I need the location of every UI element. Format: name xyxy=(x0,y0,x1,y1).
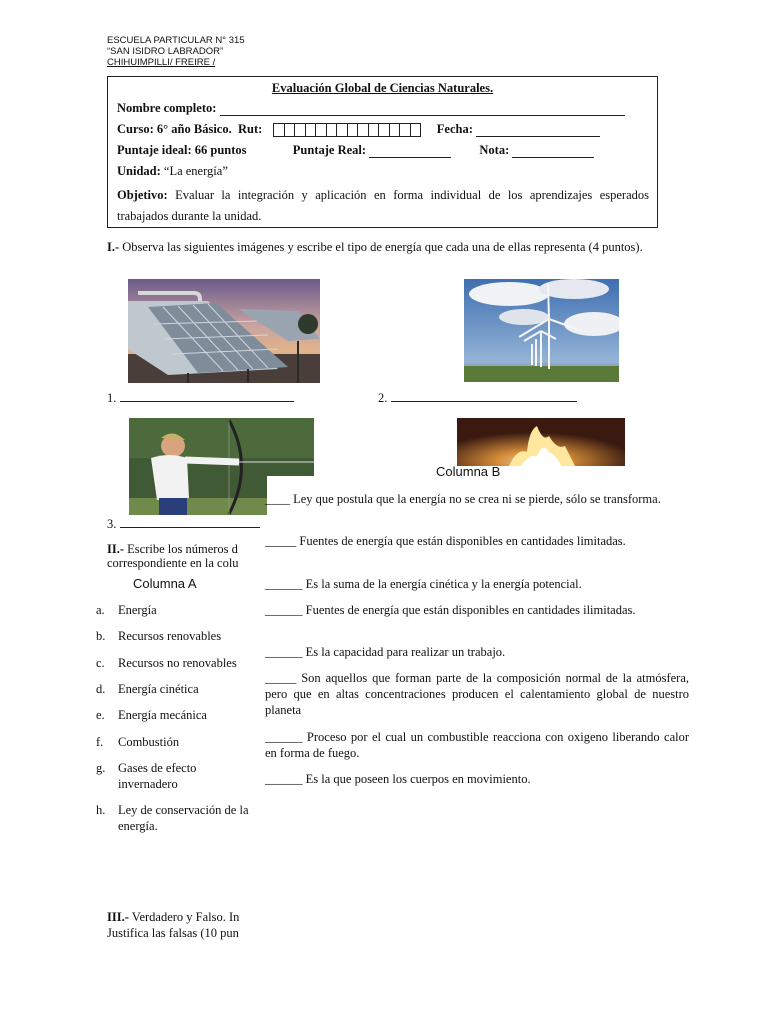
item-text: Gases de efecto invernadero xyxy=(118,761,197,791)
item-letter: e. xyxy=(96,708,105,722)
item-text: Son aquellos que forman parte de la composición normal de la atmósfera, pero que en altas concentraciones producen el calentamiento global de nuestro planeta xyxy=(265,671,689,717)
fecha-label: Fecha: xyxy=(436,122,473,136)
answer-2 xyxy=(378,390,577,405)
item-letter: g. xyxy=(96,761,106,775)
section-2-text-line1: Escribe los números d xyxy=(127,542,238,556)
section-3-numeral: III.- xyxy=(107,910,129,924)
item-text: Fuentes de energía que están disponibles en cantidades ilimitadas. xyxy=(305,603,636,617)
nombre-field[interactable] xyxy=(220,104,625,116)
puntaje-ideal-label: Puntaje ideal: 66 puntos xyxy=(117,143,247,157)
school-title: “SAN ISIDRO LABRADOR” xyxy=(107,46,224,57)
answer-2-field[interactable] xyxy=(391,390,577,402)
column-b-item xyxy=(265,491,689,507)
evaluation-title: Evaluación Global de Ciencias Naturales. xyxy=(271,81,494,95)
column-b-item xyxy=(265,644,689,660)
item-text: Recursos renovables xyxy=(118,629,222,643)
unidad-row xyxy=(117,164,228,179)
item-text: Ley de conservación de la energía. xyxy=(118,803,249,833)
puntaje-row xyxy=(117,143,594,158)
column-b-item xyxy=(265,602,689,618)
item-text: Combustión xyxy=(118,735,180,749)
item-text: Energía cinética xyxy=(118,682,199,696)
section-2-numeral: II.- xyxy=(107,542,125,556)
campfire-image xyxy=(457,418,625,466)
puntaje-real-field[interactable] xyxy=(369,146,451,158)
school-header xyxy=(107,35,245,68)
match-blank[interactable]: ______ xyxy=(265,645,303,659)
column-b-item xyxy=(265,771,689,787)
nota-field[interactable] xyxy=(512,146,594,158)
objetivo-row xyxy=(117,185,649,227)
match-blank[interactable]: ______ xyxy=(265,577,303,591)
match-blank[interactable]: _____ xyxy=(265,671,297,685)
section-3-text-line2: Justifica las falsas (10 pun xyxy=(107,926,239,940)
curso-label: Curso: 6° año Básico. xyxy=(117,122,232,136)
school-location: CHIHUIMPILLI/ FREIRE / xyxy=(107,57,216,68)
puntaje-real-label: Puntaje Real: xyxy=(292,143,367,157)
nota-label: Nota: xyxy=(479,143,510,157)
item-text: Energía mecánica xyxy=(118,708,207,722)
column-a-title: Columna A xyxy=(133,576,197,591)
section-3-text-line1: Verdadero y Falso. In xyxy=(131,910,240,924)
answer-3-number: 3. xyxy=(107,517,117,531)
answer-2-number: 2. xyxy=(378,391,388,405)
item-letter: b. xyxy=(96,629,106,643)
item-letter: c. xyxy=(96,656,105,670)
section-1-text: Observa las siguientes imágenes y escribe el tipo de energía que cada una de ellas representa (4 puntos). xyxy=(122,240,643,254)
match-blank[interactable]: ______ xyxy=(265,603,303,617)
item-text: Proceso por el cual un combustible reacciona con oxigeno liberando calor en forma de fuego. xyxy=(265,730,690,760)
fecha-field[interactable] xyxy=(476,125,600,137)
answer-1 xyxy=(107,390,294,405)
section-3-instruction xyxy=(107,909,269,941)
item-letter: d. xyxy=(96,682,106,696)
column-b-item xyxy=(265,576,689,592)
unidad-label: Unidad: xyxy=(117,164,161,178)
student-info-box xyxy=(107,76,658,228)
match-blank[interactable]: _____ xyxy=(265,534,297,548)
column-b-item xyxy=(265,533,689,549)
section-2-instruction xyxy=(107,542,267,570)
item-text: Fuentes de energía que están disponibles en cantidades limitadas. xyxy=(299,534,626,548)
answer-1-field[interactable] xyxy=(120,390,294,402)
rut-field[interactable] xyxy=(273,123,421,137)
section-1-instruction xyxy=(107,240,647,254)
item-text: Ley que postula que la energía no se crea ni se pierde, sólo se transforma. xyxy=(293,492,661,506)
solar-panels-image xyxy=(128,279,320,383)
answer-1-number: 1. xyxy=(107,391,117,405)
answer-3-field[interactable] xyxy=(120,516,260,528)
item-text: Es la capacidad para realizar un trabajo. xyxy=(305,645,506,659)
match-blank[interactable]: ______ xyxy=(265,772,303,786)
unidad-value: “La energía” xyxy=(163,164,228,178)
objetivo-value: Evaluar la integración y aplicación en forma individual de los aprendizajes esperados trabajados durante la unidad. xyxy=(117,188,650,223)
item-letter: a. xyxy=(96,603,105,617)
section-2-text-line2: correspondiente en la colu xyxy=(107,556,239,570)
rut-label: Rut: xyxy=(237,122,263,136)
match-blank[interactable]: ____ xyxy=(265,492,290,506)
column-b-item xyxy=(265,729,689,761)
column-b-item xyxy=(265,670,689,718)
section-1-numeral: I.- xyxy=(107,240,120,254)
wind-turbines-image xyxy=(464,279,619,382)
answer-3 xyxy=(107,516,260,531)
item-text: Energía xyxy=(118,603,157,617)
nombre-row xyxy=(117,101,625,116)
match-blank[interactable]: ______ xyxy=(265,730,303,744)
school-name: ESCUELA PARTICULAR N° 315 xyxy=(107,35,245,46)
item-letter: h. xyxy=(96,803,106,817)
item-text: Es la que poseen los cuerpos en movimiento. xyxy=(305,772,531,786)
nombre-label: Nombre completo: xyxy=(117,101,217,115)
column-b-title: Columna B xyxy=(436,464,501,479)
curso-row xyxy=(117,122,600,137)
item-text: Recursos no renovables xyxy=(118,656,237,670)
objetivo-label: Objetivo: xyxy=(117,188,168,202)
item-letter: f. xyxy=(96,735,104,749)
item-text: Es la suma de la energía cinética y la energía potencial. xyxy=(305,577,582,591)
